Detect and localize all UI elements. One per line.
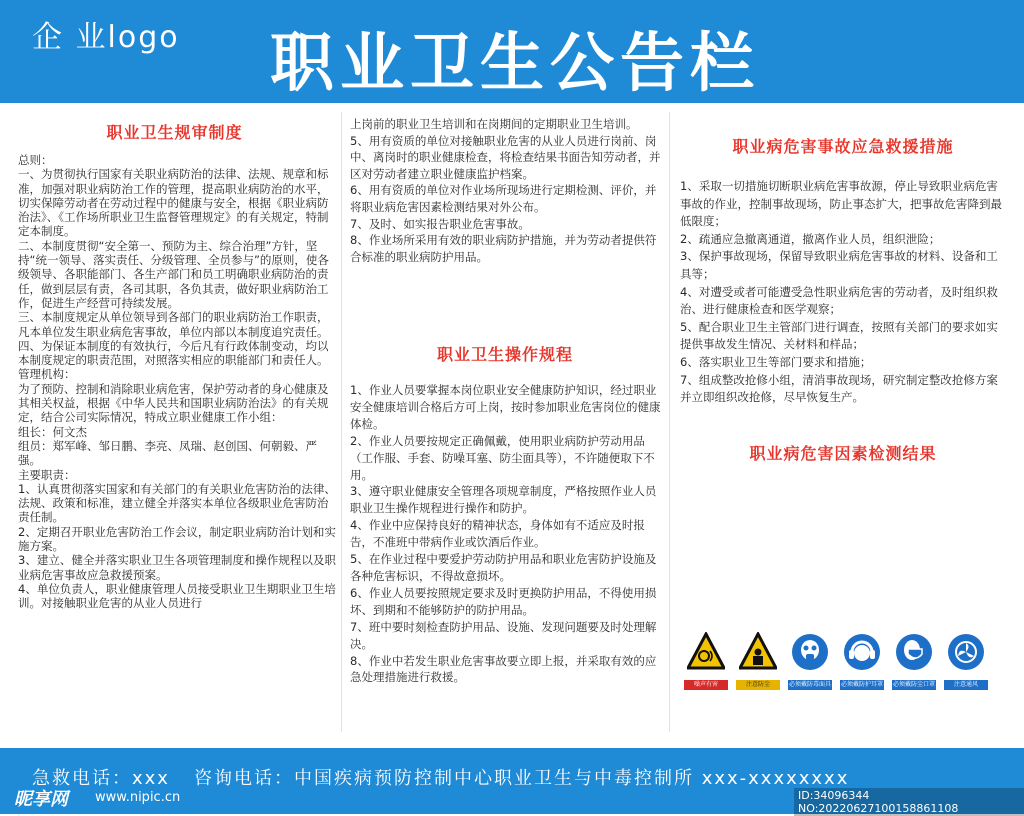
safety-signs — [684, 632, 1010, 690]
text-line: 1、作业人员要掌握本岗位职业安全健康防护知识，经过职业安全健康培训合格后方可上岗，按时参加职业危害岗位的健康体检。 — [350, 383, 661, 431]
section-title-detection: 职业病危害因素检测结果 — [749, 444, 937, 463]
column-divider — [669, 112, 670, 732]
text-line: 二、本制度贯彻“安全第一、预防为主、综合治理”方针，坚持“统一领导、落实责任、分级管理、全员参与”的原则，使各级领导、各职能部门、各生产部门和员工明确职业病防治的责任，做到层层有责，各司其职，各负其责，做好职业病防治工作，促进生产经营可持续发展。 — [18, 238, 329, 310]
column-operations — [344, 108, 666, 744]
ear-protection-icon — [843, 632, 881, 672]
text-line: 7、班中要时刻检查防护用品、设施、发现问题要及时处理解决。 — [350, 619, 657, 651]
text-line: 4、单位负责人，职业健康管理人员接受职业卫生期职业卫生培训。对接触职业危害的从业人员进行 — [18, 581, 336, 611]
text-line: 6、作业人员要按照规定要求及时更换防护用品，不得使用损坏、到期和不能够防护的防护用品。 — [350, 585, 657, 617]
text-line: 2、作业人员要按规定正确佩戴，使用职业病防护劳动用品（工作服、手套、防噪耳塞、防尘面具等），不许随便取下不用。 — [350, 433, 655, 482]
text-line: 主要职责： — [18, 467, 76, 482]
text-line: 7、组成整改抢修小组，清消事故现场，研究制定整改抢修方案并立即组织改抢修，尽早恢复生产。 — [680, 372, 998, 405]
text-line: 3、保护事故现场，保留导致职业病危害事故的材料、设备和工具等； — [680, 249, 998, 281]
text-line: 组员：郑军峰、邹日鹏、李亮、凤瑞、赵创国、何朝毅、严强。 — [18, 438, 317, 468]
column-divider — [341, 112, 342, 732]
text-line: 一、为贯彻执行国家有关职业病防治的法律、法规、规章和标准，加强对职业病防治工作的管理，提高职业病防治的水平，切实保障劳动者在劳动过程中的健康与安全，根据《职业病防治法》、《工作场所职业卫生监督管理规定》的有关规定，特制定本制度。 — [18, 167, 329, 239]
sign-dust-mask — [892, 632, 936, 690]
text-line: 8、作业中若发生职业危害事故要立即上报，并采取有效的应急处理措施进行救援。 — [350, 653, 657, 685]
emergency-text — [680, 178, 1006, 407]
text-line: 5、用有资质的单位对接触职业危害的从业人员进行岗前、岗中、离岗时的职业健康检查，将检查结果书面告知劳动者，并区对劳动者建立职业健康监护档案。 — [350, 133, 661, 181]
text-line: 四、为保证本制度的有效执行，今后凡有行政体制变动，均以本制度规定的职责范围，对照落实相应的职能部门和责任人。 — [18, 338, 329, 368]
section-title-emergency: 职业病危害事故应急救援措施 — [732, 137, 954, 156]
text-line: 4、对遭受或者可能遭受急性职业病危害的劳动者，及时组织救治、进行健康检查和医学观察； — [680, 284, 998, 317]
header-banner — [0, 0, 1024, 103]
text-line: 2、疏通应急撤离通道，撤离作业人员，组织泄险； — [680, 231, 941, 246]
sign-label: 必须戴防毒面具 — [788, 681, 831, 688]
text-line: 5、在作业过程中要爱护劳动防护用品和职业危害防护设施及各种危害标识，不得故意损坏。 — [350, 552, 657, 583]
text-line: 为了预防、控制和消除职业病危害，保护劳动者的身心健康及其相关权益，根据《中华人民共和国职业病防治法》的有关规定，结合公司实际情况，特成立职业健康工作小组： — [18, 381, 329, 425]
dust-mask-icon — [895, 632, 933, 672]
watermark-site: 昵享网 — [14, 789, 68, 810]
sign-noise — [684, 632, 728, 690]
dust-warning-icon — [739, 632, 777, 672]
text-line: 6、落实职业卫生等部门要求和措施； — [680, 354, 872, 369]
sign-label: 必须戴防护耳罩 — [840, 681, 883, 688]
company-logo-text: 企 业logo — [32, 20, 180, 55]
sign-gas-mask — [788, 632, 832, 690]
watermark-id: ID:34096344 NO:20220627100158861108 — [794, 788, 1024, 816]
text-line: 5、配合职业卫生主管部门进行调查，按照有关部门的要求如实提供事故发生情况、关材料和样品； — [680, 319, 998, 352]
text-line: 2、定期召开职业危害防治工作会议，制定职业病防治计划和实施方案。 — [18, 524, 336, 554]
gas-mask-icon — [791, 632, 829, 672]
text-line: 上岗前的职业卫生培训和在岗期间的定期职业卫生培训。 — [350, 117, 638, 131]
sign-label: 注意通风 — [944, 680, 988, 690]
sign-ear-protection — [840, 632, 884, 690]
text-line: 7、及时、如实报告职业危害事故。 — [350, 216, 530, 231]
section-title-regulations: 职业卫生规审制度 — [106, 123, 243, 142]
text-line: 6、用有资质的单位对作业场所现场进行定期检测、评价，并将职业病危害因素检测结果对外公布。 — [350, 183, 657, 214]
page-title: 职业卫生公告栏 — [270, 27, 760, 101]
text-line: 4、作业中应保持良好的精神状态，身体如有不适应及时报告，不准班中带病作业或饮酒后作业。 — [350, 518, 645, 550]
section-title-operations: 职业卫生操作规程 — [436, 345, 573, 364]
text-line: 3、建立、健全并落实职业卫生各项管理制度和操作规程以及职业病危害事故应急救援预案。 — [18, 553, 336, 582]
regulations-text — [18, 153, 336, 611]
sign-label: 噪声有害 — [684, 680, 728, 690]
text-line: 3、遵守职业健康安全管理各项规章制度，严格按照作业人员职业卫生操作规程进行操作和防护。 — [350, 484, 657, 516]
text-line: 管理机构： — [18, 367, 76, 382]
text-line: 三、本制度规定从单位领导到各部门的职业病防治工作职责，凡本单位发生职业病危害事故，单位内部以本制度追究责任。 — [18, 310, 329, 339]
column-regulations — [10, 108, 339, 744]
sign-label: 注意防尘 — [736, 680, 780, 690]
text-line: 总则： — [18, 153, 53, 167]
regulations-continued-text — [350, 116, 662, 265]
sign-ventilation — [944, 632, 988, 690]
contact-line — [32, 764, 873, 790]
emergency-phone: 急救电话：xxx — [32, 768, 170, 789]
watermark-url: www.nipic.cn — [95, 790, 181, 805]
sign-dust — [736, 632, 780, 690]
text-line: 8、作业场所采用有效的职业病防护措施，并为劳动者提供符合标准的职业病防护用品。 — [350, 233, 657, 264]
consult-phone: 咨询电话：中国疾病预防控制中心职业卫生与中毒控制所 xxx-xxxxxxxx — [193, 768, 850, 789]
text-line: 组长：何文杰 — [18, 424, 87, 439]
operations-text — [350, 382, 662, 686]
sign-label: 必须戴防尘口罩 — [892, 681, 935, 688]
text-line: 1、认真贯彻落实国家和有关部门的有关职业危害防治的法律、法规、政策和标准，建立健全并落实本单位各级职业危害防治责任制。 — [18, 481, 336, 525]
ventilation-icon — [947, 632, 985, 672]
noise-warning-icon — [687, 632, 725, 672]
text-line: 1、采取一切措施切断职业病危害事故源，停止导致职业病危害事故的作业，控制事故现场，防止事态扩大，把事故危害降到最低限度； — [680, 179, 1002, 229]
